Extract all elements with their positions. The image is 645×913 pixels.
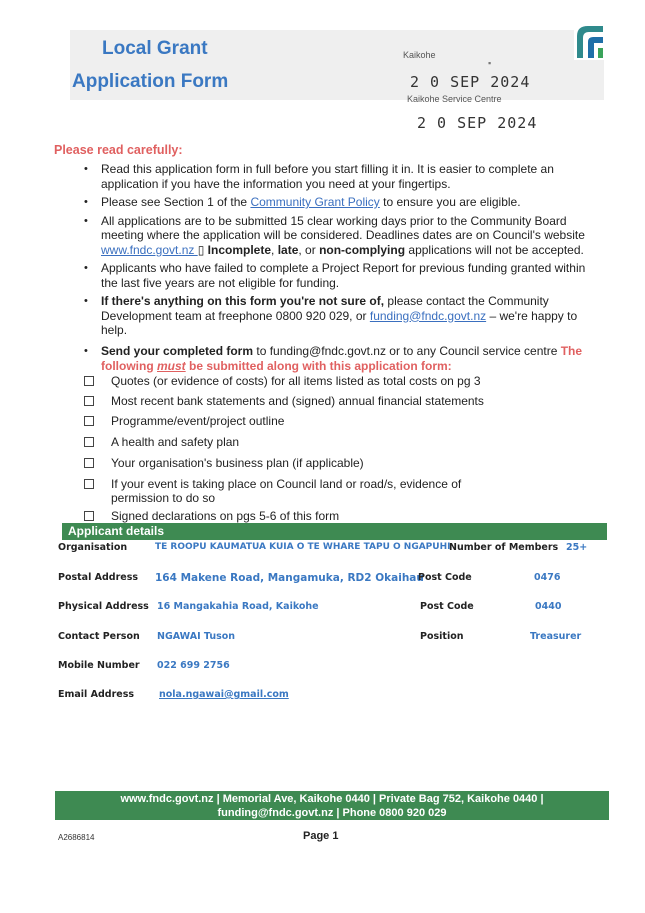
organisation-label: Organisation [58,542,128,553]
checklist-label: Your organisation's business plan (if applicable) [111,456,364,470]
council-website-link[interactable]: www.fndc.govt.nz [101,242,198,257]
instruction-text: , [271,242,278,257]
page-number: Page 1 [303,830,339,842]
members-label: Number of Members [449,542,559,553]
applicant-details-heading: Applicant details [68,524,165,538]
postal-address-value[interactable]: 164 Makene Road, Mangamuka, RD2 Okaihau [155,572,424,584]
checkbox[interactable] [84,376,94,386]
instructions-list [84,162,604,342]
received-stamp-date-second: 2 0 SEP 2024 [417,114,538,132]
physical-address-value[interactable]: 16 Mangakahia Road, Kaikohe [157,601,319,612]
received-stamp-date: 2 0 SEP 2024 [410,73,531,91]
physical-postcode-label: Post Code [420,601,474,612]
checkbox[interactable] [84,511,94,521]
fndc-logo-icon [574,22,606,60]
checklist-item [84,435,514,449]
instruction-submit [84,344,604,373]
instruction-eligibility [84,195,604,210]
read-carefully-heading: Please read carefully: [54,143,183,157]
non-complying-text: non-complying [319,242,406,257]
checklist-label: Most recent bank statements and (signed) annual financial statements [111,394,484,408]
community-grant-policy-link[interactable]: Community Grant Policy [250,195,380,209]
link-glyph: ▯ [197,242,205,257]
instruction-text: please contact the Community Development team at freephone 0800 920 029, or [101,294,549,323]
postal-postcode-value[interactable]: 0476 [534,572,561,583]
contact-person-label: Contact Person [58,631,140,642]
instruction-project-report: • Applicants who have failed to complete a Project Report for previous funding granted within the last five years are not eligible for funding. [84,261,604,290]
position-label: Position [420,631,464,642]
received-stamp-centre: Kaikohe Service Centre [407,94,502,104]
checkbox[interactable] [84,458,94,468]
instruction-text: – we're happy to help. [101,308,578,337]
required-notice: The following [101,344,583,373]
incomplete-text: Incomplete [207,242,272,257]
instruction-text: Please see Section 1 of the [101,195,251,209]
organisation-value[interactable]: TE ROOPU KAUMATUA KUIA O TE WHARE TAPU O NGAPUHI [155,542,451,552]
funding-email-link[interactable]: funding@fndc.govt.nz [369,308,487,323]
instruction-contact [84,294,604,338]
applicant-details-header [62,523,607,540]
checklist-label: Programme/event/project outline [111,414,285,428]
must-text: must [157,358,186,373]
footer-line1: www.fndc.govt.nz | Memorial Ave, Kaikohe 0440 | Private Bag 752, Kaikohe 0440 | [120,793,544,805]
instruction-text: All applications are to be submitted 15 clear working days prior to the Community Board meeting where the application will be considered. Deadlines dates are on Council's website [101,213,585,242]
form-title-line2: Application Form [72,71,229,92]
email-address-value[interactable]: nola.ngawai@gmail.com [159,689,289,700]
email-address-label: Email Address [58,689,135,700]
checkbox[interactable] [84,479,94,489]
instruction-text: to funding@fndc.govt.nz or to any Council service centre [253,344,561,358]
footer-contact-bar [55,791,609,820]
checklist-item [84,394,514,408]
checkbox[interactable] [84,396,94,406]
checkbox[interactable] [84,416,94,426]
document-checklist [84,374,514,523]
document-id: A2686814 [58,833,95,842]
contact-person-value[interactable]: NGAWAI Tuson [157,631,236,642]
postal-postcode-label: Post Code [418,572,472,583]
checklist-item [84,509,514,523]
required-notice: be submitted along with this application form: [185,358,452,373]
checklist-label: If your event is taking place on Council land or road/s, evidence of permission to do so [111,477,462,505]
instruction-text: applications will not be accepted. [405,242,584,257]
physical-postcode-value[interactable]: 0440 [535,601,562,612]
instruction-deadlines [84,214,604,258]
checklist-item [84,374,514,388]
members-value[interactable]: 25+ [566,542,588,553]
not-sure-text: If there's anything on this form you're not sure of, [101,294,385,308]
footer-line2: funding@fndc.govt.nz | Phone 0800 920 029 [217,807,447,819]
checklist-item [84,414,514,428]
checklist-label: Quotes (or evidence of costs) for all items listed as total costs on pg 3 [111,374,481,388]
mobile-number-value[interactable]: 022 699 2756 [157,660,230,671]
received-stamp-location: Kaikohe [403,50,436,60]
instruction-read-form: • Read this application form in full before you start filling it in. It is easier to complete an application if you have the information you need at your fingertips. [84,162,604,191]
checkbox[interactable] [84,437,94,447]
instruction-text: to ensure you are eligible. [379,195,521,209]
checklist-label: Signed declarations on pgs 5-6 of this form [111,509,340,523]
form-title-line1: Local Grant [102,38,208,59]
stamp-mark: ▪ [488,58,492,68]
late-text: late [277,242,299,257]
checklist-item [84,477,514,505]
checklist-label: A health and safety plan [111,435,240,449]
instruction-text: , or [298,242,320,257]
send-form-text: Send your completed form [101,344,254,358]
physical-address-label: Physical Address [58,601,149,612]
mobile-number-label: Mobile Number [58,660,140,671]
position-value[interactable]: Treasurer [530,631,582,642]
postal-address-label: Postal Address [58,572,139,583]
checklist-item [84,456,514,470]
